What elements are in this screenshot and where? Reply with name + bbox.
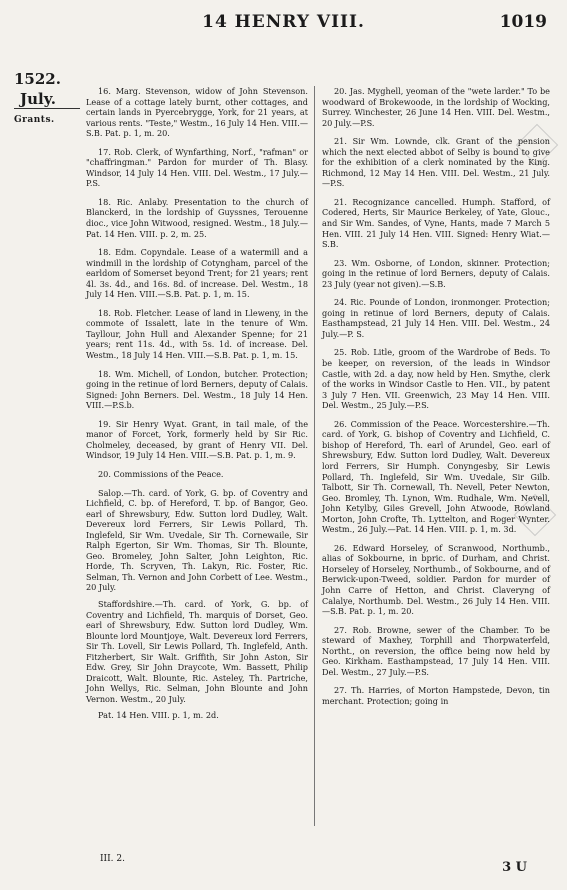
entry: 17. Rob. Clerk, of Wynfarthing, Norf., "rafman" or "chaffringman." Pardon for murder of Th. Blasy. Windsor, 14 July 14 Hen. VIII. Del. Westm., 17 July.—P.S. — [86, 146, 308, 189]
entry: 26. Edward Horseley, of Scranwood, Northumb., alias of Sokbourne, in bpric. of Durham, and Christ. Horseley of Horseley, Northumb., of Sokbourne, and of Berwick-upon-Tweed, soldier. Pardon for murder of John Carre of Hetton, and Christ. Claveryng of Calalye, Northumb. Del. Westm., 26 July 14 Hen. VIII.—S.B. Pat. p. 1, m. 20. — [322, 542, 550, 617]
entry: 20. Jas. Myghell, yeoman of the "wete larder." To be woodward of Brokewoode, in the lordship of Wocking, Surrey. Winchester, 26 June 14 Hen. VIII. Del. Westm., 20 July.—P.S. — [322, 86, 550, 128]
left-column — [86, 86, 308, 727]
margin-month: July. — [20, 90, 56, 108]
margin-year: 1522. — [14, 70, 61, 88]
entry: 21. Recognizance cancelled. Humph. Stafford, of Codered, Herts, Sir Maurice Berkeley, of Yate, Glouc., and Sir Wm. Sandes, of Vyne, Hants, made 7 March 5 Hen. VIII. 21 July 14 Hen. VIII. Signed: Henry Wiat.—S.B. — [322, 196, 550, 250]
entry: 18. Edm. Copyndale. Lease of a watermill and a windmill in the lordship of Cotyngham, parcel of the earldom of Somerset beyond Trent; for 21 years; rent 4l. 3s. 4d., and 16s. 8d. of increase. Del. Westm., 18 July 14 Hen. VIII.—S.B. Pat. p. 1, m. 15. — [86, 247, 308, 300]
footer-signature: III. 2. — [100, 854, 125, 864]
entry: 24. Ric. Pounde of London, ironmonger. Protection; going in retinue of lord Berners, deputy of Calais. Easthampstead, 21 July 14 Hen. VIII. Del. Westm., 24 July.—P. S. — [322, 297, 550, 339]
entry: 19. Sir Henry Wyat. Grant, in tail male, of the manor of Forcet, York, formerly held by Sir Ric. Cholmeley, deceased, by grant of Henry VII. Del. Windsor, 19 July 14 Hen. VIII.—S.B. Pat. p. 1, m. 9. — [86, 418, 308, 461]
entry: 23. Wm. Osborne, of London, skinner. Protection; going in the retinue of lord Berners, deputy of Calais. 23 July (year not given).—S.B. — [322, 257, 550, 289]
footer-mark: 3 U — [502, 860, 527, 875]
running-head: 14 HENRY VIII. — [202, 12, 365, 32]
column-divider — [314, 86, 315, 826]
entry: 21. Sir Wm. Lowndе, clk. Grant of the pension which the next elected abbot of Selby is bound to give for the exhibition of a clerk nominated by the King. Richmond, 12 May 14 Hen. VIII. Del. Westm., 21 July.—P.S. — [322, 136, 550, 189]
entry-heading: 20. Commissions of the Peace. — [98, 468, 224, 479]
entry: 18. Ric. Anlaby. Presentation to the church of Blanckerd, in the lordship of Guyssnes, Terouenne dioc., vice John Witwood, resigned. Westm., 18 July.—Pat. 14 Hen. VIII. p. 2, m. 25. — [86, 196, 308, 239]
margin-section: Grants. — [14, 115, 55, 125]
entry: 16. Marg. Stevenson, widow of John Stevenson. Lease of a cottage lately burnt, other cottages, and certain lands in Pyercebrygge, York, for 21 years, at various rents. "Teste," Westm., 16 July 14 Hen. VIII.—S.B. Pat. p. 1, m. 20. — [86, 86, 308, 139]
page-number: 1019 — [499, 12, 547, 32]
entry: 26. Commission of the Peace. Worcestershire.—Th. card. of York, G. bishop of Coventry and Lichfield, C. bishop of Hereford, Th. earl of Arundel, Geo. earl of Shrewsbury, Edw. Sutton lord Dudley, Walt. Devereux lord Ferrers, Sir Humph. Conyngesby, Sir Lewis Pollard, Th. Inglefeld, Sir Wm. Uvedale, Sir Gilb. Talbott, Sir Th. Cornewall, Th. Nevell, Peter Newton, Geo. Bromley, Th. Lynon, Wm. Rudhale, Wm. Nevell, John Ketylby, Giles Grevell, John Atwoode, Rowland Morton, John Crofte, Th. Lyttelton, and Roger Wynter. Westm., 26 July.—Pat. 14 Hen. VIII. p. 1, m. 3d. — [322, 418, 550, 535]
entry: 18. Rob. Fletcher. Lease of land in Lleweny, in the commote of Issalett, late in the tenure of Wm. Tayllour, John Hull and Alexander Spenne; for 21 years; rent 11s. 4d., with 5s. 1d. of increase. Del. Westm., 18 July 14 Hen. VIII.—S.B. Pat. p. 1, m. 15. — [86, 307, 308, 361]
entry: 27. Rob. Browne, sewer of the Chamber. To be steward of Maxhey, Torphill and Thorpwaterfeld, Northt., on reversion, the office being now held by Geo. Kirkham. Easthampstead, 17 July 14 Hen. VIII. Del. Westm., 27 July.—P.S. — [322, 624, 550, 677]
entry: 18. Wm. Michell, of London, butcher. Protection; going in the retinue of lord Berners, deputy of Calais. Signed: John Berners. Del. Westm., 18 July 14 Hen. VIII.—P.S.b. — [86, 368, 308, 411]
entry-subsection: Staffordshire.—Th. card. of York, G. bp. of Coventry and Lichfield, Th. marquis of Dorset, Geo. earl of Shrewsbury, Edw. Sutton lord Dudley, Wm. Blounte lord Mountjoye, Walt. Devereux lord Ferrers, Sir Th. Lovell, Sir Lewis Pollard, Th. Inglefeld, Anth. Fitzherbert, Sir Walt. Griffith, Sir John Aston, Sir Edw. Grey, Sir John Draycote, Wm. Bassett, Philip Draicott, Walt. Blounte, Ric. Asteley, Th. Partriche, John Wellys, Ric. Selman, John Blounte and John Vernon. Westm., 20 July. — [86, 598, 308, 704]
entry: 25. Rob. Litle, groom of the Wardrobe of Beds. To be keeper, on reversion, of the leads in Windsor Castle, with 2d. a day, now held by Hen. Smythe, clerk of the works in Windsor Castle to Hen. VII., by patent 3 July 7 Hen. VII. Greenwich, 23 May 14 Hen. VIII. Del. Westm., 25 July.—P.S. — [322, 347, 550, 411]
entry-reference: Pat. 14 Hen. VIII. p. 1, m. 2d. — [98, 710, 219, 721]
margin-rule — [14, 108, 80, 109]
entry-subsection: Salop.—Th. card. of York, G. bp. of Coventry and Lichfield, C. bp. of Hereford, T. bp. of Bangor, Geo. earl of Shrewsbury, Edw. Sutton lord Dudley, Walt. Devereux lord Ferrers, Sir Lewis Pollard, Th. Inglefeld, Sir Wm. Uvedale, Sir Th. Cornewaile, Sir Ralph Egerton, Sir Wm. Thomas, Sir Th. Blounte, Geo. Bromeley, John Salter, John Leighton, Ric. Horde, Th. Scryven, Th. Lakyn, Ric. Foster, Ric. Selman, Th. Vernon and John Corbett of Lee. Westm., 20 July. — [86, 487, 308, 593]
entry: 27. Th. Harries, of Morton Hampstede, Devon, tin merchant. Protection; going in — [322, 685, 550, 706]
right-column — [322, 86, 550, 714]
